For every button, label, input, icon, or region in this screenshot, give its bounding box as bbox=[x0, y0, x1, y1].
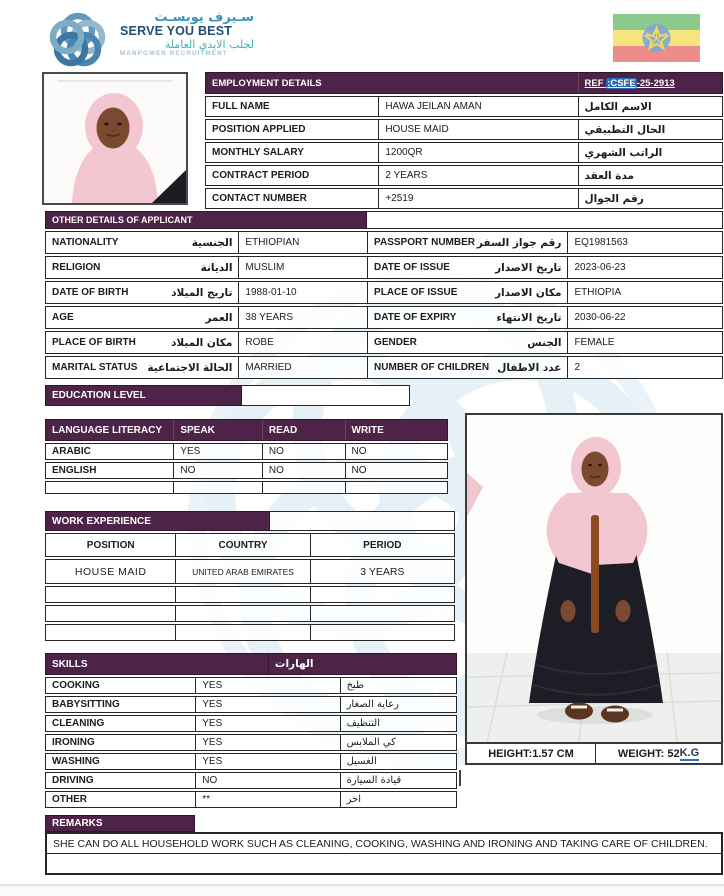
column-header: POSITION bbox=[86, 539, 135, 551]
logo-company-name: SERVE YOU BEST bbox=[120, 23, 233, 38]
field-label-bilingual: GENDER الجنس bbox=[367, 332, 567, 353]
skill-label-arabic: الغسيل bbox=[340, 754, 456, 769]
column-header: COUNTRY bbox=[175, 534, 309, 556]
field-label-bilingual: MARITAL STATUS الحالة الاجتماعية bbox=[52, 361, 233, 374]
work-country bbox=[175, 587, 309, 602]
skill-value: YES bbox=[195, 754, 339, 769]
column-header: WRITE bbox=[345, 420, 447, 440]
field-label-bilingual: PLACE OF BIRTH مكان الميلاد bbox=[52, 336, 233, 349]
education-level-bar bbox=[45, 385, 410, 406]
table-row bbox=[45, 605, 455, 622]
work-country bbox=[175, 625, 309, 640]
education-level-value bbox=[242, 385, 410, 406]
language-speak: NO bbox=[173, 463, 262, 478]
work-experience-table bbox=[45, 511, 455, 643]
stray-cursor-mark bbox=[459, 770, 461, 786]
field-label-arabic: الاسم الكامل bbox=[578, 97, 722, 116]
field-label-bilingual: PASSPORT NUMBER رقم جواز السفر bbox=[367, 232, 567, 253]
field-label-arabic: الراتب الشهري bbox=[578, 143, 722, 162]
field-value: EQ1981563 bbox=[567, 232, 722, 253]
field-label: MONTHLY SALARY bbox=[212, 147, 304, 158]
column-header: READ bbox=[262, 420, 345, 440]
table-row bbox=[45, 306, 723, 329]
field-value: MUSLIM bbox=[238, 257, 367, 278]
work-experience-title: WORK EXPERIENCE bbox=[45, 511, 270, 531]
skill-value: YES bbox=[195, 735, 339, 750]
field-value: 2023-06-23 bbox=[567, 257, 722, 278]
skill-label: CLEANING bbox=[52, 718, 105, 729]
logo-arabic-tagline: لجلب الايدي العاملة bbox=[164, 37, 254, 51]
table-row bbox=[45, 443, 448, 460]
language-write: NO bbox=[345, 463, 447, 478]
kg-link[interactable]: K.G bbox=[679, 746, 700, 759]
column-header: PERIOD bbox=[310, 534, 454, 556]
work-period: 3 YEARS bbox=[310, 560, 454, 583]
table-row bbox=[45, 331, 723, 354]
weight-stat: WEIGHT: 52 K.G bbox=[595, 744, 721, 763]
skill-value: ** bbox=[195, 792, 339, 807]
ref-suffix: -25-2913 bbox=[636, 77, 675, 89]
remarks-empty-row bbox=[47, 854, 721, 873]
table-row bbox=[45, 356, 723, 379]
skill-label: COOKING bbox=[52, 680, 100, 691]
table-row bbox=[45, 791, 457, 808]
work-position bbox=[46, 587, 175, 602]
remarks-box bbox=[45, 832, 723, 875]
ref-prefix: REF bbox=[584, 77, 607, 89]
table-row bbox=[45, 734, 457, 751]
language-name: ENGLISH bbox=[52, 465, 97, 476]
skill-value: NO bbox=[195, 773, 339, 788]
logo-tagline: MANPOWER RECRUITMENT bbox=[120, 50, 228, 58]
skills-header-row bbox=[45, 653, 457, 675]
work-position: HOUSE MAID bbox=[74, 565, 147, 578]
skills-title: SKILLS bbox=[52, 658, 88, 670]
language-literacy-table bbox=[45, 419, 448, 496]
page-separator bbox=[0, 884, 724, 896]
language-header-row bbox=[45, 419, 448, 441]
field-value: 2030-06-22 bbox=[567, 307, 722, 328]
field-value: HAWA JEILAN AMAN bbox=[378, 97, 577, 116]
skill-label: OTHER bbox=[52, 794, 87, 805]
skill-label-arabic: كي الملابس bbox=[340, 735, 456, 750]
table-row bbox=[45, 696, 457, 713]
field-label-bilingual: PLACE OF ISSUE مكان الاصدار bbox=[367, 282, 567, 303]
work-country bbox=[175, 606, 309, 621]
employment-title: EMPLOYMENT DETAILS bbox=[212, 77, 322, 89]
skill-label-arabic: قيادة السيارة bbox=[340, 773, 456, 788]
table-row bbox=[205, 119, 723, 140]
remarks-text: SHE CAN DO ALL HOUSEHOLD WORK SUCH AS CLEANING, COOKING, WASHING AND IRONING AND TAKING CARE OF CHILDREN. bbox=[47, 834, 721, 854]
field-label: CONTRACT PERIOD bbox=[212, 170, 310, 181]
skills-table bbox=[45, 653, 457, 810]
height-stat: HEIGHT:1.57 CM bbox=[488, 747, 574, 760]
table-row bbox=[45, 586, 455, 603]
field-value: 2 bbox=[567, 357, 722, 378]
field-label: FULL NAME bbox=[212, 101, 270, 112]
language-name: ARABIC bbox=[52, 446, 91, 457]
table-row bbox=[45, 281, 723, 304]
ref-highlight[interactable]: :CSFE bbox=[607, 77, 636, 89]
skill-value: YES bbox=[195, 678, 339, 693]
column-header: SPEAK bbox=[173, 420, 262, 440]
applicant-portrait-photo bbox=[42, 72, 188, 205]
field-value: FEMALE bbox=[567, 332, 722, 353]
table-row bbox=[205, 142, 723, 163]
table-row bbox=[45, 753, 457, 770]
language-name bbox=[46, 482, 173, 493]
employment-ref-cell bbox=[578, 73, 722, 93]
field-label-bilingual: DATE OF ISSUE تاريخ الاصدار bbox=[367, 257, 567, 278]
field-label-bilingual: DATE OF BIRTH تاريج الميلاد bbox=[52, 286, 233, 299]
work-position bbox=[46, 625, 175, 640]
other-details-table bbox=[45, 211, 723, 381]
table-row bbox=[45, 481, 448, 494]
language-read: NO bbox=[262, 463, 345, 478]
skill-label: WASHING bbox=[52, 756, 100, 767]
skill-label-arabic: رعاية الصغار bbox=[340, 697, 456, 712]
field-label-bilingual: NUMBER OF CHILDREN عدد الاطفال bbox=[367, 357, 567, 378]
table-row bbox=[45, 772, 457, 789]
field-value: 38 YEARS bbox=[238, 307, 367, 328]
field-label: CONTACT NUMBER bbox=[212, 193, 307, 204]
field-value: 1988-01-10 bbox=[238, 282, 367, 303]
column-header: LANGUAGE LITERACY bbox=[52, 424, 162, 436]
table-row bbox=[45, 715, 457, 732]
field-value: +2519 bbox=[378, 189, 577, 208]
work-period bbox=[310, 606, 454, 621]
language-read bbox=[262, 482, 345, 493]
field-label-bilingual: AGE العمر bbox=[52, 311, 233, 324]
table-row bbox=[45, 256, 723, 279]
language-speak: YES bbox=[173, 444, 262, 459]
table-row bbox=[205, 96, 723, 117]
language-write bbox=[345, 482, 447, 493]
other-details-title: OTHER DETAILS OF APPLICANT bbox=[45, 211, 367, 229]
field-value: ETHIOPIAN bbox=[238, 232, 367, 253]
field-label-bilingual: DATE OF EXPIRY تاريخ الانتهاء bbox=[367, 307, 567, 328]
field-value: ROBE bbox=[238, 332, 367, 353]
work-header-row bbox=[45, 533, 455, 557]
skill-label-arabic: التنظيف bbox=[340, 716, 456, 731]
skill-label: BABYSITTING bbox=[52, 699, 120, 710]
employment-header-row bbox=[205, 72, 723, 94]
skill-value: YES bbox=[195, 716, 339, 731]
field-value: 2 YEARS bbox=[378, 166, 577, 185]
field-label-arabic: الحال التطبيقي bbox=[578, 120, 722, 139]
ethiopia-flag-icon bbox=[613, 14, 700, 62]
skill-label: DRIVING bbox=[52, 775, 94, 786]
skills-title-arabic: الهارات bbox=[268, 654, 456, 674]
table-row bbox=[205, 165, 723, 186]
ref-link[interactable] bbox=[585, 78, 675, 89]
field-value: MARRIED bbox=[238, 357, 367, 378]
table-row bbox=[45, 624, 455, 641]
work-title-spacer bbox=[270, 511, 455, 531]
language-write: NO bbox=[345, 444, 447, 459]
language-read: NO bbox=[262, 444, 345, 459]
field-value: ETHIOPIA bbox=[567, 282, 722, 303]
work-period bbox=[310, 587, 454, 602]
company-header bbox=[38, 10, 698, 68]
language-speak bbox=[173, 482, 262, 493]
applicant-fullbody-photo bbox=[465, 413, 723, 765]
company-logo-knot-icon bbox=[38, 12, 118, 68]
field-label: POSITION APPLIED bbox=[212, 124, 306, 135]
field-value: 1200QR bbox=[378, 143, 577, 162]
work-period bbox=[310, 625, 454, 640]
education-level-title: EDUCATION LEVEL bbox=[45, 385, 242, 406]
table-row bbox=[45, 677, 457, 694]
field-label-bilingual: RELIGION الديانة bbox=[52, 261, 233, 274]
skill-label: IRONING bbox=[52, 737, 95, 748]
work-country: UNITED ARAB EMIRATES bbox=[175, 560, 309, 583]
skill-value: YES bbox=[195, 697, 339, 712]
field-value: HOUSE MAID bbox=[378, 120, 577, 139]
skill-label-arabic: طبخ bbox=[340, 678, 456, 693]
skill-label-arabic: اخر bbox=[340, 792, 456, 807]
table-row bbox=[45, 559, 455, 584]
field-label-arabic: رقم الجوال bbox=[578, 189, 722, 208]
table-row bbox=[205, 188, 723, 209]
field-label-arabic: مدة العقد bbox=[578, 166, 722, 185]
table-row bbox=[45, 462, 448, 479]
work-position bbox=[46, 606, 175, 621]
field-label-bilingual: NATIONALITY الجنسية bbox=[52, 236, 233, 249]
logo-arabic-name: سـيرف يوبسـت bbox=[154, 10, 254, 25]
table-row bbox=[45, 231, 723, 254]
other-details-title-spacer bbox=[367, 211, 723, 229]
employment-details-table bbox=[205, 72, 723, 211]
remarks-title: REMARKS bbox=[45, 815, 195, 832]
